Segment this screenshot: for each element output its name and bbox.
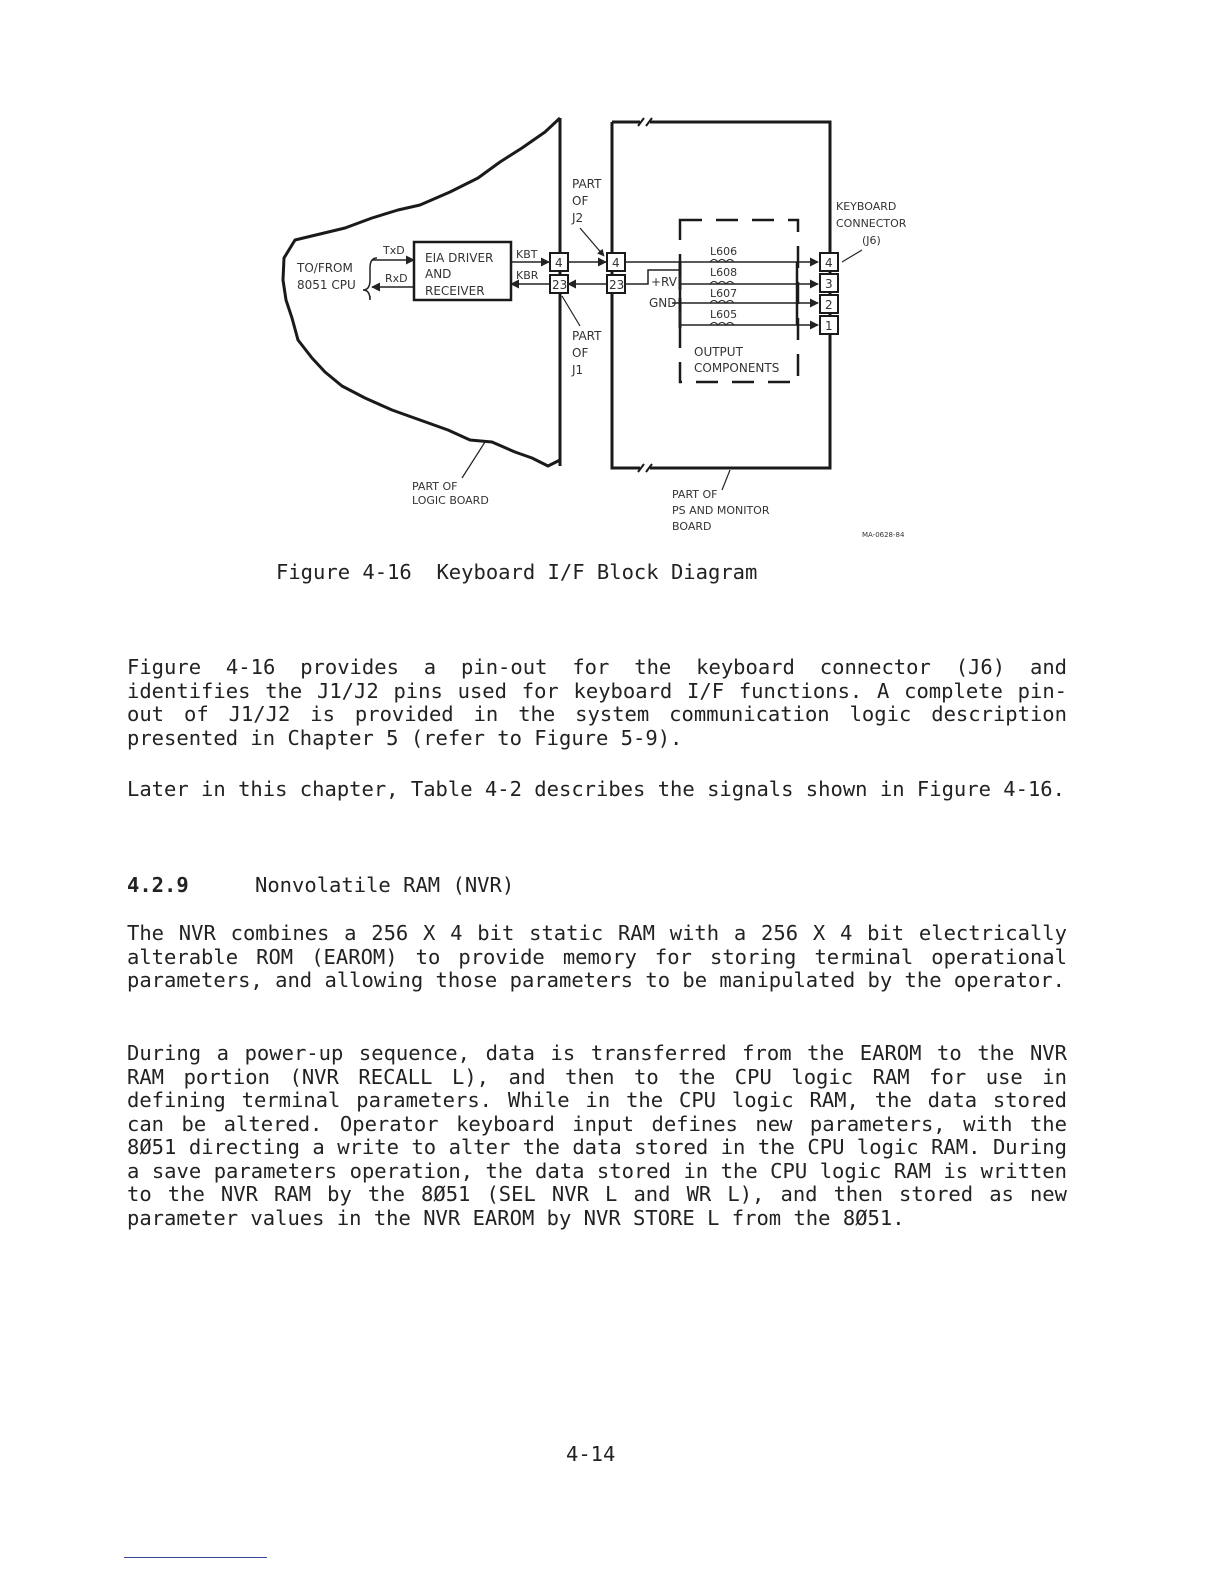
part-of-j1-2: OF — [572, 346, 589, 360]
keyboard-if-block-diagram — [0, 0, 1224, 560]
rxd-label: RxD — [385, 272, 408, 285]
figure-caption: Figure 4-16 Keyboard I/F Block Diagram — [276, 560, 758, 584]
output-components-1: OUTPUT — [694, 345, 743, 359]
ps-board-label-2: PS AND MONITOR — [672, 504, 770, 517]
inductor-l605: L605 — [710, 308, 738, 321]
part-of-j2-3: J2 — [572, 211, 584, 225]
paragraph-pinout: Figure 4-16 provides a pin-out for the keyboard connector (J6) and identifies the J1/J2 pins used for keyboard I/F functions. A complete pin-out of J1/J2 is provided in the system communication logic description presented in Chapter 5 (refer to Figure 5-9). — [127, 655, 1067, 750]
rv-label: +RV — [651, 275, 677, 289]
ps-pin-23-label: 23 — [609, 278, 625, 292]
j6-pin-2-label: 2 — [825, 298, 833, 312]
tofrom-label-1: TO/FROM — [297, 261, 353, 275]
keyboard-connector-2: CONNECTOR — [836, 217, 907, 230]
section-heading — [127, 873, 514, 897]
figure-id: MA-0628-84 — [862, 531, 905, 539]
inductor-l607: L607 — [710, 287, 738, 300]
inductor-l608: L608 — [710, 266, 738, 279]
j6-pin-4-label: 4 — [825, 256, 833, 270]
logic-board-label-1: PART OF — [412, 480, 458, 493]
gnd-label: GND — [649, 296, 677, 310]
inductor-l606: L606 — [710, 245, 738, 258]
paragraph-nvr-powerup: During a power-up sequence, data is transferred from the EAROM to the NVR RAM portion (NVR RECALL L), and then to the CPU logic RAM for use in defining terminal parameters. While in the CPU logic RAM, the data stored can be altered. Operator keyboard input defines new parameters, with the 8Ø51 directing a write to alter the data stored in the CPU logic RAM. During a save parameters operation, the data stored in the CPU logic RAM is written to the NVR RAM by the 8Ø51 (SEL NVR L and WR L), and then stored as new parameter values in the NVR EAROM by NVR STORE L from the 8Ø51. — [127, 1041, 1067, 1230]
part-of-j1-3: J1 — [572, 363, 584, 377]
footer-rule — [124, 1557, 267, 1558]
section-title: Nonvolatile RAM (NVR) — [255, 873, 515, 897]
txd-label: TxD — [383, 244, 405, 257]
keyboard-connector-1: KEYBOARD — [836, 200, 897, 213]
page-number: 4-14 — [566, 1442, 616, 1466]
j6-pin-1-label: 1 — [825, 319, 833, 333]
kbt-label: KBT — [516, 248, 538, 261]
logic-pin-4-label: 4 — [555, 256, 563, 270]
part-of-j2-2: OF — [572, 194, 589, 208]
ps-board-label-1: PART OF — [672, 488, 718, 501]
part-of-j2-1: PART — [572, 177, 602, 191]
logic-board-outline — [283, 118, 560, 466]
kbr-label: KBR — [516, 269, 539, 282]
tofrom-label-2: 8051 CPU — [297, 278, 356, 292]
ps-pin-4-label: 4 — [612, 256, 620, 270]
j6-pin-3-label: 3 — [825, 277, 833, 291]
keyboard-connector-3: (J6) — [862, 234, 881, 247]
section-number: 4.2.9 — [127, 873, 189, 897]
logic-pin-23-label: 23 — [552, 278, 568, 292]
part-of-j1-1: PART — [572, 329, 602, 343]
paragraph-nvr-intro: The NVR combines a 256 X 4 bit static RAM with a 256 X 4 bit electrically alterable ROM (EAROM) to provide memory for storing terminal operational parameters, and allowing those parameters to be manipulated by the operator. — [127, 921, 1067, 992]
ps-board-label-3: BOARD — [672, 520, 712, 533]
paragraph-table-ref: Later in this chapter, Table 4-2 describes the signals shown in Figure 4-16. — [127, 777, 1065, 801]
logic-board-label-2: LOGIC BOARD — [412, 494, 489, 507]
output-components-2: COMPONENTS — [694, 361, 780, 375]
eia-label-3: RECEIVER — [425, 284, 485, 298]
eia-label-1: EIA DRIVER — [425, 251, 494, 265]
eia-label-2: AND — [425, 267, 452, 281]
